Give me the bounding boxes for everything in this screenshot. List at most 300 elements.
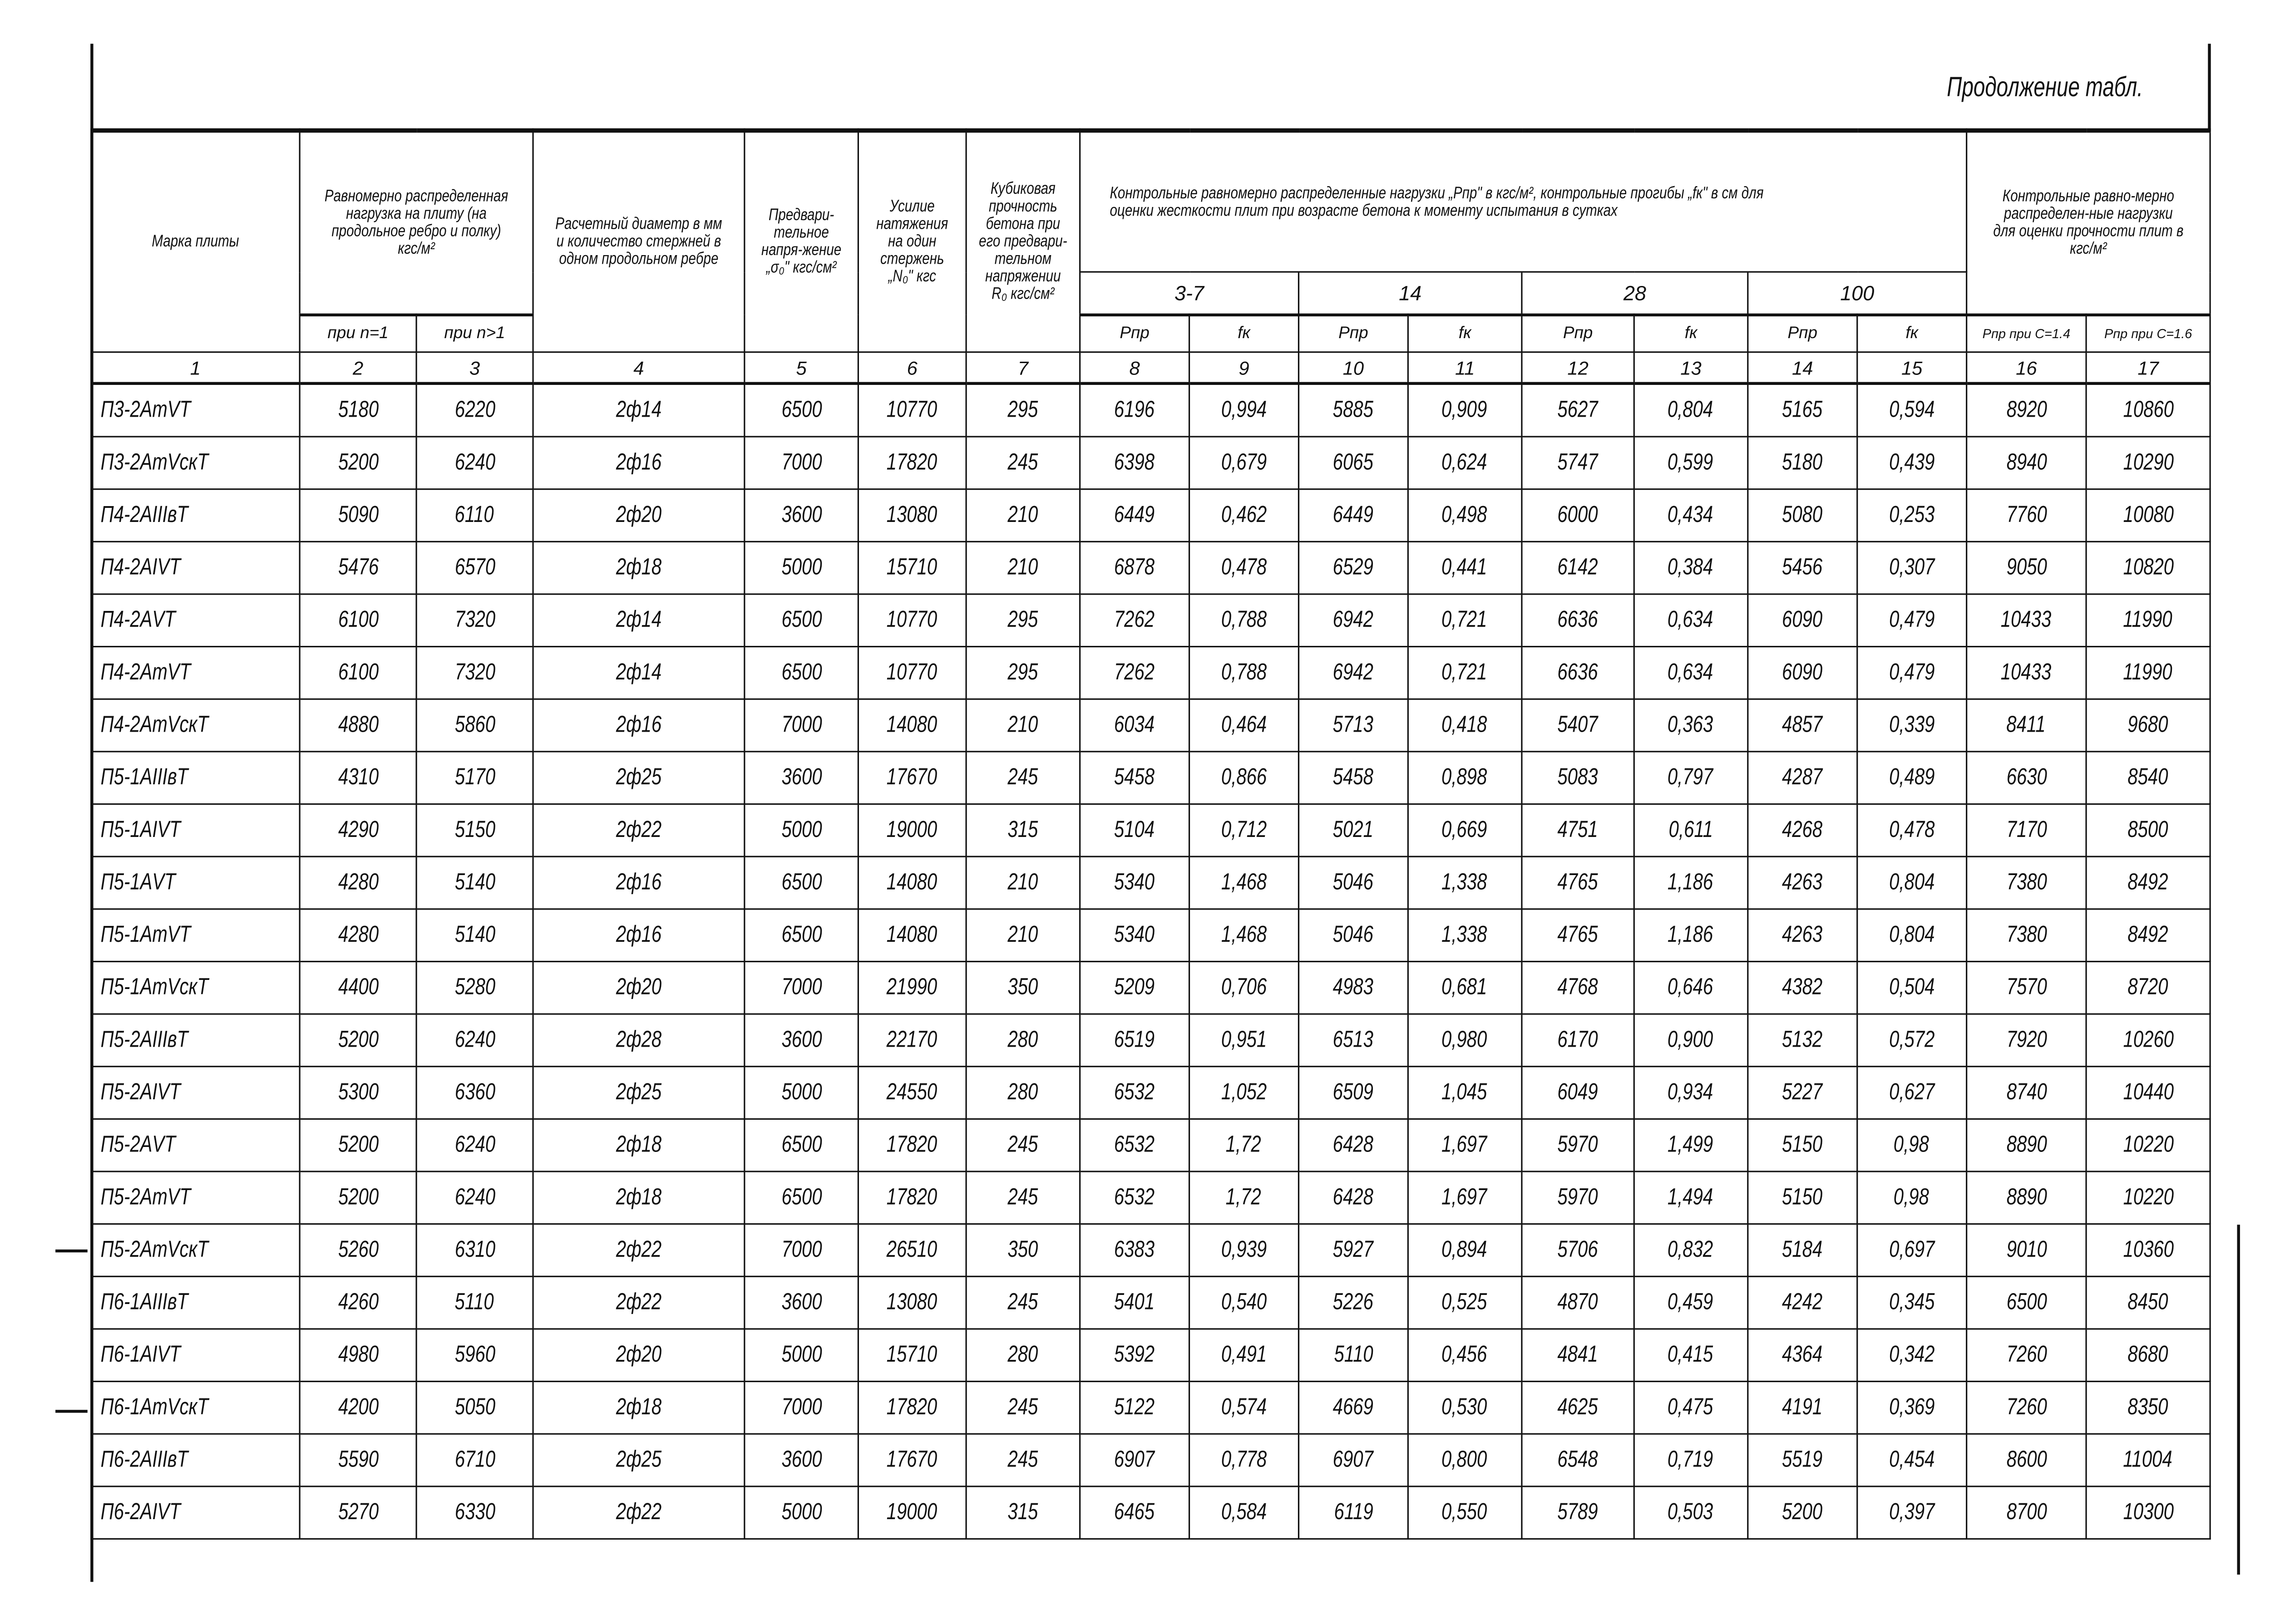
cell-p-28 bbox=[1522, 856, 1634, 909]
cell-text: 19000 bbox=[887, 1499, 938, 1525]
cell-p-14 bbox=[1298, 384, 1408, 437]
cell-text: 0,439 bbox=[1889, 449, 1935, 475]
cell-text: 0,530 bbox=[1442, 1394, 1488, 1420]
cell-text: 245 bbox=[1007, 764, 1038, 790]
cell-f-28 bbox=[1634, 541, 1748, 594]
cell-rebar-diameter bbox=[533, 961, 745, 1014]
cell-text: 2ф18 bbox=[616, 1184, 662, 1210]
cell-text: 6119 bbox=[1333, 1499, 1373, 1525]
cell-load-n1 bbox=[300, 1014, 416, 1067]
cell-load-n1 bbox=[300, 804, 416, 857]
cell-text: 0,721 bbox=[1442, 607, 1488, 632]
cell-text: 210 bbox=[1007, 712, 1038, 737]
cell-p-c16 bbox=[2086, 1329, 2210, 1382]
cell-f-100 bbox=[1857, 1224, 1967, 1277]
cell-text: 0,646 bbox=[1668, 974, 1714, 999]
cell-text: 4191 bbox=[1782, 1394, 1823, 1420]
cell-p-c16 bbox=[2086, 594, 2210, 647]
cell-text: П6-1АтVскТ bbox=[100, 1394, 208, 1420]
header-load-n1: при n=1 bbox=[300, 315, 416, 352]
cell-text: 5184 bbox=[1782, 1237, 1823, 1262]
cell-text: 5280 bbox=[454, 974, 495, 999]
cell-p-14 bbox=[1298, 541, 1408, 594]
cell-text: 5140 bbox=[454, 870, 495, 895]
table-continuation-title: Продолжение табл. bbox=[1947, 73, 2143, 104]
table-row bbox=[91, 594, 2210, 647]
cell-text: 245 bbox=[1007, 1289, 1038, 1314]
cell-text: 245 bbox=[1007, 449, 1038, 475]
cell-text: 6630 bbox=[2006, 764, 2047, 790]
cell-text: 0,898 bbox=[1442, 764, 1488, 790]
cell-p-c16 bbox=[2086, 856, 2210, 909]
cell-text: 4625 bbox=[1558, 1394, 1599, 1420]
cell-text: 6465 bbox=[1114, 1499, 1155, 1525]
cell-prestress bbox=[745, 856, 859, 909]
cell-f-3-7 bbox=[1189, 384, 1299, 437]
cell-text: 0,384 bbox=[1668, 555, 1714, 580]
cell-text: 0,634 bbox=[1668, 607, 1714, 632]
cell-text: 2ф25 bbox=[616, 764, 662, 790]
cell-text: 0,415 bbox=[1668, 1342, 1714, 1367]
cell-text: 8940 bbox=[2006, 449, 2047, 475]
cell-plate-mark bbox=[91, 1382, 300, 1434]
cell-p-c16 bbox=[2086, 804, 2210, 857]
cell-text: 0,599 bbox=[1668, 449, 1714, 475]
cell-f-28 bbox=[1634, 1067, 1748, 1119]
cell-p-100 bbox=[1748, 1486, 1857, 1539]
cell-load-n2 bbox=[416, 384, 533, 437]
cell-p-100 bbox=[1748, 489, 1857, 542]
cell-text: 5970 bbox=[1558, 1132, 1599, 1157]
cell-p-28 bbox=[1522, 647, 1634, 699]
cell-text: 11990 bbox=[2123, 607, 2173, 632]
cell-text: 1,468 bbox=[1221, 922, 1267, 947]
cell-rebar-diameter bbox=[533, 856, 745, 909]
cell-text: 5927 bbox=[1333, 1237, 1374, 1262]
cell-tension-force bbox=[858, 437, 966, 489]
cell-text: П4-2АIIIвТ bbox=[100, 502, 188, 527]
cell-prestress bbox=[745, 1329, 859, 1382]
cell-text: 2ф25 bbox=[616, 1447, 662, 1472]
cell-plate-mark bbox=[91, 752, 300, 804]
header-c14: Pпр при C=1.4 bbox=[1967, 315, 2086, 352]
cell-p-100 bbox=[1748, 1119, 1857, 1171]
cell-f-28 bbox=[1634, 752, 1748, 804]
column-number: 7 bbox=[966, 352, 1080, 384]
cell-text: 5046 bbox=[1333, 922, 1374, 947]
cell-text: 2ф22 bbox=[616, 1289, 662, 1314]
table-row bbox=[91, 437, 2210, 489]
cell-text: 315 bbox=[1007, 817, 1038, 842]
cell-text: 210 bbox=[1007, 555, 1038, 580]
cell-p-28 bbox=[1522, 437, 1634, 489]
cell-text: 4242 bbox=[1782, 1289, 1823, 1314]
cell-tension-force bbox=[858, 647, 966, 699]
cell-concrete-strength bbox=[966, 961, 1080, 1014]
cell-p-28 bbox=[1522, 1224, 1634, 1277]
cell-p-14 bbox=[1298, 961, 1408, 1014]
cell-text: 1,338 bbox=[1442, 870, 1488, 895]
cell-text: 2ф16 bbox=[616, 922, 662, 947]
cell-text: 6220 bbox=[454, 397, 495, 422]
cell-text: 10220 bbox=[2122, 1132, 2174, 1157]
cell-load-n1 bbox=[300, 1382, 416, 1434]
cell-tension-force bbox=[858, 1486, 966, 1539]
cell-text: 0,459 bbox=[1668, 1289, 1714, 1314]
cell-text: 2ф16 bbox=[616, 870, 662, 895]
table-row bbox=[91, 1224, 2210, 1277]
cell-concrete-strength bbox=[966, 804, 1080, 857]
cell-text: 0,454 bbox=[1889, 1447, 1935, 1472]
cell-p-100 bbox=[1748, 699, 1857, 752]
cell-text: 1,468 bbox=[1221, 870, 1267, 895]
column-number: 6 bbox=[858, 352, 966, 384]
cell-text: 5227 bbox=[1782, 1079, 1823, 1105]
cell-tension-force bbox=[858, 1329, 966, 1382]
cell-text: 5200 bbox=[338, 449, 379, 475]
cell-f-14 bbox=[1408, 384, 1522, 437]
cell-p-3-7 bbox=[1080, 804, 1189, 857]
cell-text: 8720 bbox=[2128, 974, 2169, 999]
cell-text: 5150 bbox=[454, 817, 495, 842]
cell-text: 7262 bbox=[1114, 659, 1155, 685]
column-number: 8 bbox=[1080, 352, 1189, 384]
table-row bbox=[91, 1119, 2210, 1171]
cell-concrete-strength bbox=[966, 384, 1080, 437]
cell-text: 2ф22 bbox=[616, 817, 662, 842]
cell-p-28 bbox=[1522, 384, 1634, 437]
cell-text: 295 bbox=[1007, 397, 1038, 422]
cell-p-3-7 bbox=[1080, 1067, 1189, 1119]
cell-p-28 bbox=[1522, 1434, 1634, 1486]
cell-text: 17670 bbox=[887, 764, 938, 790]
column-number: 10 bbox=[1298, 352, 1408, 384]
cell-text: 210 bbox=[1007, 502, 1038, 527]
cell-text: 1,052 bbox=[1221, 1079, 1267, 1105]
cell-p-3-7 bbox=[1080, 384, 1189, 437]
cell-concrete-strength bbox=[966, 1486, 1080, 1539]
cell-p-28 bbox=[1522, 1067, 1634, 1119]
cell-p-3-7 bbox=[1080, 1276, 1189, 1329]
cell-text: 5885 bbox=[1333, 397, 1374, 422]
cell-f-100 bbox=[1857, 594, 1967, 647]
cell-text: П4-2АтVскТ bbox=[100, 712, 208, 737]
cell-p-14 bbox=[1298, 1119, 1408, 1171]
cell-f-14 bbox=[1408, 1382, 1522, 1434]
cell-text: 6636 bbox=[1558, 607, 1599, 632]
header-f: fк bbox=[1857, 315, 1967, 352]
cell-load-n2 bbox=[416, 752, 533, 804]
cell-f-28 bbox=[1634, 909, 1748, 962]
cell-p-c14 bbox=[1967, 804, 2086, 857]
cell-p-14 bbox=[1298, 437, 1408, 489]
cell-f-28 bbox=[1634, 699, 1748, 752]
cell-p-14 bbox=[1298, 909, 1408, 962]
cell-concrete-strength bbox=[966, 541, 1080, 594]
cell-text: 6330 bbox=[454, 1499, 495, 1525]
cell-text: 10860 bbox=[2122, 397, 2174, 422]
cell-f-28 bbox=[1634, 856, 1748, 909]
cell-text: 0,478 bbox=[1221, 555, 1267, 580]
cell-text: 3600 bbox=[781, 1027, 822, 1052]
cell-p-3-7 bbox=[1080, 856, 1189, 909]
cell-text: 7380 bbox=[2006, 922, 2047, 947]
cell-prestress bbox=[745, 961, 859, 1014]
cell-text: 5260 bbox=[338, 1237, 379, 1262]
cell-prestress bbox=[745, 647, 859, 699]
cell-text: 6428 bbox=[1333, 1132, 1374, 1157]
cell-text: 0,307 bbox=[1889, 555, 1935, 580]
cell-text: 10260 bbox=[2122, 1027, 2174, 1052]
cell-f-3-7 bbox=[1189, 804, 1299, 857]
cell-prestress bbox=[745, 1171, 859, 1224]
cell-text: 7570 bbox=[2006, 974, 2047, 999]
cell-text: 0,788 bbox=[1221, 659, 1267, 685]
cell-text: 6500 bbox=[2006, 1289, 2047, 1314]
table-row bbox=[91, 1067, 2210, 1119]
cell-p-14 bbox=[1298, 804, 1408, 857]
cell-text: 7260 bbox=[2006, 1394, 2047, 1420]
cell-concrete-strength bbox=[966, 1014, 1080, 1067]
cell-load-n1 bbox=[300, 647, 416, 699]
cell-text: 295 bbox=[1007, 607, 1038, 632]
cell-text: П4-2АVТ bbox=[100, 607, 176, 632]
cell-p-28 bbox=[1522, 699, 1634, 752]
cell-p-3-7 bbox=[1080, 1119, 1189, 1171]
cell-text: 5200 bbox=[338, 1132, 379, 1157]
cell-text: 0,464 bbox=[1221, 712, 1267, 737]
cell-tension-force bbox=[858, 909, 966, 962]
cell-f-3-7 bbox=[1189, 594, 1299, 647]
cell-f-100 bbox=[1857, 699, 1967, 752]
cell-p-3-7 bbox=[1080, 1224, 1189, 1277]
cell-f-3-7 bbox=[1189, 1434, 1299, 1486]
cell-text: 0,624 bbox=[1442, 449, 1488, 475]
cell-text: 5000 bbox=[781, 1342, 822, 1367]
cell-prestress bbox=[745, 384, 859, 437]
cell-p-c16 bbox=[2086, 1486, 2210, 1539]
cell-rebar-diameter bbox=[533, 647, 745, 699]
cell-text: 5970 bbox=[1558, 1184, 1599, 1210]
cell-tension-force bbox=[858, 1067, 966, 1119]
cell-tension-force bbox=[858, 1119, 966, 1171]
cell-text: 0,572 bbox=[1889, 1027, 1935, 1052]
cell-p-100 bbox=[1748, 541, 1857, 594]
cell-text: 7000 bbox=[781, 974, 822, 999]
table-row bbox=[91, 699, 2210, 752]
column-number: 1 bbox=[91, 352, 300, 384]
cell-text: 5392 bbox=[1114, 1342, 1155, 1367]
cell-f-3-7 bbox=[1189, 437, 1299, 489]
cell-text: 6000 bbox=[1558, 502, 1599, 527]
cell-plate-mark bbox=[91, 1119, 300, 1171]
cell-text: 5080 bbox=[1782, 502, 1823, 527]
cell-f-28 bbox=[1634, 384, 1748, 437]
cell-f-14 bbox=[1408, 856, 1522, 909]
cell-f-100 bbox=[1857, 1329, 1967, 1382]
cell-concrete-strength bbox=[966, 1067, 1080, 1119]
plate-specs-table bbox=[90, 128, 2211, 1540]
cell-text: 11990 bbox=[2123, 659, 2173, 685]
header-f: fк bbox=[1634, 315, 1748, 352]
cell-text: 6519 bbox=[1114, 1027, 1155, 1052]
cell-text: 13080 bbox=[887, 502, 938, 527]
cell-p-14 bbox=[1298, 594, 1408, 647]
cell-p-3-7 bbox=[1080, 541, 1189, 594]
cell-rebar-diameter bbox=[533, 699, 745, 752]
cell-p-14 bbox=[1298, 1067, 1408, 1119]
cell-text: П4-2АIVТ bbox=[100, 555, 181, 580]
cell-text: 6513 bbox=[1333, 1027, 1374, 1052]
cell-text: 0,797 bbox=[1668, 764, 1714, 790]
cell-tension-force bbox=[858, 804, 966, 857]
cell-text: 10440 bbox=[2122, 1079, 2174, 1105]
cell-text: 0,479 bbox=[1889, 659, 1935, 685]
cell-text: 10770 bbox=[887, 397, 938, 422]
cell-text: 7000 bbox=[781, 1394, 822, 1420]
cell-text: 8600 bbox=[2006, 1447, 2047, 1472]
header-p: Pпр bbox=[1298, 315, 1408, 352]
cell-p-28 bbox=[1522, 1276, 1634, 1329]
cell-p-c16 bbox=[2086, 647, 2210, 699]
cell-f-14 bbox=[1408, 489, 1522, 542]
cell-f-3-7 bbox=[1189, 699, 1299, 752]
cell-text: 10360 bbox=[2122, 1237, 2174, 1262]
cell-text: П6-1АIIIвТ bbox=[100, 1289, 188, 1314]
cell-p-28 bbox=[1522, 1014, 1634, 1067]
cell-f-100 bbox=[1857, 541, 1967, 594]
table-row bbox=[91, 384, 2210, 437]
cell-p-c14 bbox=[1967, 1434, 2086, 1486]
cell-concrete-strength bbox=[966, 489, 1080, 542]
cell-text: П4-2АтVТ bbox=[100, 659, 191, 685]
cell-concrete-strength bbox=[966, 594, 1080, 647]
cell-text: 0,489 bbox=[1889, 764, 1935, 790]
cell-text: 5000 bbox=[781, 1079, 822, 1105]
cell-f-14 bbox=[1408, 699, 1522, 752]
column-number: 14 bbox=[1748, 352, 1857, 384]
cell-text: 6500 bbox=[781, 1132, 822, 1157]
cell-load-n1 bbox=[300, 1171, 416, 1224]
table-row bbox=[91, 1486, 2210, 1539]
cell-text: 6529 bbox=[1333, 555, 1374, 580]
column-number: 3 bbox=[416, 352, 533, 384]
cell-text: 5000 bbox=[781, 1499, 822, 1525]
cell-p-100 bbox=[1748, 909, 1857, 962]
cell-concrete-strength bbox=[966, 647, 1080, 699]
cell-text: 10433 bbox=[2001, 607, 2052, 632]
table-row bbox=[91, 541, 2210, 594]
cell-text: 7380 bbox=[2006, 870, 2047, 895]
cell-text: 2ф14 bbox=[616, 659, 662, 685]
cell-rebar-diameter bbox=[533, 1171, 745, 1224]
cell-concrete-strength bbox=[966, 1434, 1080, 1486]
cell-text: 24550 bbox=[887, 1079, 938, 1105]
cell-text: 0,363 bbox=[1668, 712, 1714, 737]
cell-p-14 bbox=[1298, 1171, 1408, 1224]
cell-text: 245 bbox=[1007, 1132, 1038, 1157]
cell-text: 6942 bbox=[1333, 659, 1374, 685]
cell-text: 4841 bbox=[1558, 1342, 1599, 1367]
cell-rebar-diameter bbox=[533, 1276, 745, 1329]
cell-text: П5-2АтVскТ bbox=[100, 1237, 208, 1262]
column-number: 4 bbox=[533, 352, 745, 384]
cell-rebar-diameter bbox=[533, 752, 745, 804]
cell-f-28 bbox=[1634, 1119, 1748, 1171]
cell-f-3-7 bbox=[1189, 1276, 1299, 1329]
cell-text: 7760 bbox=[2006, 502, 2047, 527]
cell-rebar-diameter bbox=[533, 909, 745, 962]
table-row bbox=[91, 804, 2210, 857]
table-row bbox=[91, 1382, 2210, 1434]
cell-f-28 bbox=[1634, 1329, 1748, 1382]
cell-p-3-7 bbox=[1080, 961, 1189, 1014]
cell-load-n1 bbox=[300, 541, 416, 594]
cell-tension-force bbox=[858, 1014, 966, 1067]
cell-p-c16 bbox=[2086, 384, 2210, 437]
cell-text: 9010 bbox=[2006, 1237, 2047, 1262]
cell-text: 0,934 bbox=[1668, 1079, 1714, 1105]
header-p: Pпр bbox=[1080, 315, 1189, 352]
cell-text: 6049 bbox=[1558, 1079, 1599, 1105]
cell-text: 0,719 bbox=[1668, 1447, 1714, 1472]
cell-p-3-7 bbox=[1080, 1014, 1189, 1067]
cell-f-3-7 bbox=[1189, 1014, 1299, 1067]
right-margin-line bbox=[2208, 44, 2210, 131]
cell-f-14 bbox=[1408, 1119, 1522, 1171]
cell-text: П5-2АVТ bbox=[100, 1132, 176, 1157]
cell-text: 5747 bbox=[1558, 449, 1599, 475]
cell-p-14 bbox=[1298, 489, 1408, 542]
cell-f-100 bbox=[1857, 961, 1967, 1014]
cell-text: 5200 bbox=[338, 1184, 379, 1210]
cell-text: 4768 bbox=[1558, 974, 1599, 999]
cell-text: 4263 bbox=[1782, 870, 1823, 895]
cell-plate-mark bbox=[91, 647, 300, 699]
header-c16: Pпр при C=1.6 bbox=[2086, 315, 2210, 352]
cell-text: 4287 bbox=[1782, 764, 1823, 790]
margin-mark bbox=[55, 1250, 88, 1252]
cell-tension-force bbox=[858, 1382, 966, 1434]
cell-text: 5165 bbox=[1782, 397, 1823, 422]
cell-tension-force bbox=[858, 1171, 966, 1224]
header-age: 3-7 bbox=[1080, 272, 1299, 315]
cell-concrete-strength bbox=[966, 1119, 1080, 1171]
cell-f-100 bbox=[1857, 804, 1967, 857]
cell-text: П5-1АтVскТ bbox=[100, 974, 208, 999]
cell-p-100 bbox=[1748, 804, 1857, 857]
cell-text: 2ф18 bbox=[616, 1132, 662, 1157]
cell-load-n2 bbox=[416, 1276, 533, 1329]
cell-text: 7000 bbox=[781, 449, 822, 475]
cell-text: 8680 bbox=[2128, 1342, 2169, 1367]
cell-text: 4765 bbox=[1558, 922, 1599, 947]
cell-plate-mark bbox=[91, 1434, 300, 1486]
cell-text: 1,338 bbox=[1442, 922, 1488, 947]
cell-text: 0,669 bbox=[1442, 817, 1488, 842]
cell-text: П5-1АVТ bbox=[100, 870, 176, 895]
cell-text: 4310 bbox=[338, 764, 379, 790]
cell-prestress bbox=[745, 1067, 859, 1119]
cell-f-28 bbox=[1634, 961, 1748, 1014]
cell-text: 245 bbox=[1007, 1184, 1038, 1210]
cell-text: 5180 bbox=[1782, 449, 1823, 475]
cell-prestress bbox=[745, 489, 859, 542]
cell-text: 2ф20 bbox=[616, 1342, 662, 1367]
cell-f-14 bbox=[1408, 437, 1522, 489]
cell-f-3-7 bbox=[1189, 856, 1299, 909]
table-row bbox=[91, 647, 2210, 699]
